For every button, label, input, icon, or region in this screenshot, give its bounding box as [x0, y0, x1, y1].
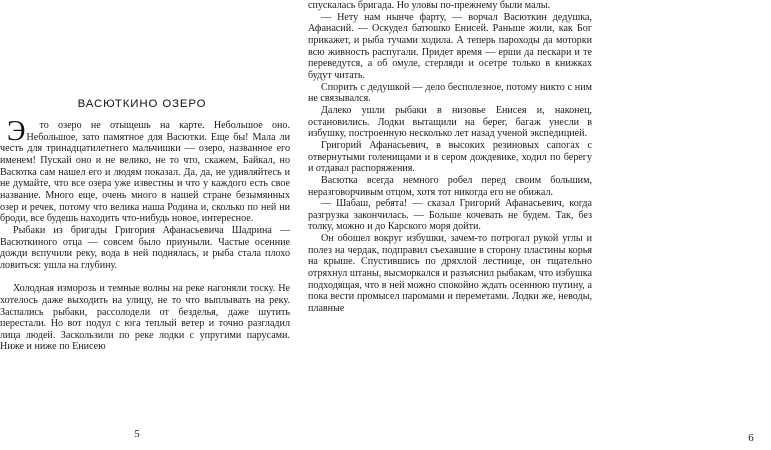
paragraph-text: Григорий Афанасьевич, в высоких резиновых сапогах с отвернутыми голенищами и в сером дождевике, ходил по берегу и отдавал распоряжения. — [308, 139, 592, 175]
paragraph — [308, 198, 592, 233]
paragraph — [308, 12, 592, 82]
page-number-left: 5 — [134, 428, 140, 440]
paragraph — [308, 82, 592, 105]
paragraph — [308, 105, 592, 140]
paragraph — [0, 225, 290, 272]
paragraph — [308, 233, 592, 315]
drop-cap-letter: Э — [7, 116, 26, 147]
left-page — [0, 0, 300, 450]
paragraph-text: спускалась бригада. Но уловы по-прежнему были малы. — [308, 0, 550, 11]
paragraph-text: Васютка всегда немного робел перед своим большим, неразговорчивым отцом, хотя тот никогда его не обижал. — [308, 174, 592, 198]
paragraph — [308, 0, 592, 12]
page-number-right: 6 — [748, 432, 754, 444]
paragraph-text: Холодная изморозь и темные волны на реке нагоняли тоску. Не хотелось даже выходить на улицу, не то что выплывать на реку. Заспались рыбаки, рассолодели от безделья, даже шутить перестали. Но вот подул с юга теплый ветер и точно разгладил лица людей. Заскользили по реке лодки с упругими парусами. Ниже и ниже по Енисею — [0, 283, 290, 353]
left-page-body — [0, 111, 290, 353]
paragraph-text: — Шабаш, ребята! — сказал Григорий Афанасьевич, когда разгрузка закончилась. — Больше кочевать не будем. Так, без толку, можно и до Карского моря дойти. — [308, 198, 592, 233]
paragraph-text: — Нету нам нынче фарту, — ворчал Васюткин дедушка, Афанасий. — Оскудел батюшко Енисей. Раньше жили, как Бог прикажет, и рыба тучами ходила. А теперь пароходы да моторки всю живность распугали. Придет время — ерши да пескари и те переведутся, а об омуле, стерляди и осетре только в книжках будут читать. — [308, 11, 592, 81]
paragraph-text: Далеко ушли рыбаки в низовье Енисея и, наконец, остановились. Лодки вытащили на берег, багаж унесли в избушку, построенную несколько лет назад ученой экспедицией. — [308, 104, 592, 140]
paragraph — [308, 175, 592, 198]
paragraph — [0, 116, 290, 225]
page-title: ВАСЮТКИНО ОЗЕРО — [77, 98, 207, 110]
paragraph — [0, 283, 290, 353]
right-page — [300, 0, 754, 450]
right-page-body — [308, 0, 592, 315]
paragraph-text: то озеро не отыщешь на карте. Небольшое оно. Небольшое, зато памятное для Васютки. Еще бы! Мала ли честь для тринадцатилетнего мальчишки — озеро, названное его именем! Пускай оно и не велико, не то что, скажем, Байкал, но Васютка сам нашел его и людям показал. Да, да, не удивляйтесь и не думайте, что все озера уже известны и что у каждого есть свое название. Много еще, очень много в нашей стране безымянных озер и речек, потому что велика наша Родина и, сколько по ней ни броди, все будешь находить что-нибудь новое, интересное. — [0, 120, 290, 225]
paragraph-text: Рыбаки из бригады Григория Афанасьевича Шадрина — Васюткиного отца — совсем было приуныли. Частые осенние дожди вспучили реку, вода в ней поднялась, и рыба стала плохо ловиться: ушла на глубину. — [0, 224, 290, 271]
paragraph — [308, 140, 592, 175]
paragraph-text: Он обошел вокруг избушки, зачем-то потрогал рукой углы и полез на чердак, подправил съехавшие в сторону пластины корья на крыше. Спустившись по дряхлой лестнице, он тщательно отряхнул штаны, высморкался и разъяснил рыбакам, что избушка подходящая, что в ней можно спокойно ждать осеннюю путину, а пока вести промысел паромами и переметами. Лодки же, неводы, плавные — [308, 233, 592, 315]
paragraph-text: Спорить с дедушкой — дело бесполезное, потому никто с ним не связывался. — [308, 81, 592, 105]
